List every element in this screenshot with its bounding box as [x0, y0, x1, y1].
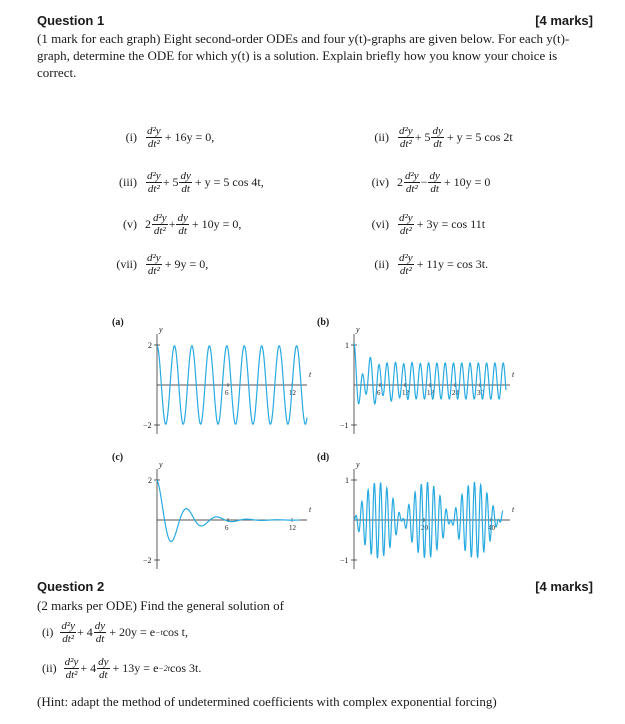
- term: + 4: [77, 625, 93, 639]
- q2-equation-1: [42, 620, 188, 645]
- t-tick-label: 6: [225, 389, 229, 397]
- exponent: −2t: [158, 664, 171, 673]
- equation-label: (vii): [116, 257, 137, 271]
- term: + y = 5 cos 2t: [446, 130, 513, 144]
- equation-label: (iv): [371, 175, 389, 189]
- equation-label: (ii): [374, 130, 389, 144]
- term: + 16y = 0,: [164, 130, 215, 144]
- term: + 10y = 0,: [191, 217, 242, 231]
- term: + 10y = 0: [443, 175, 491, 189]
- exponent: −t: [155, 628, 163, 637]
- equation-label: (iii): [119, 175, 137, 189]
- q1-equation: [103, 125, 214, 150]
- term: cos t,: [162, 625, 189, 639]
- graph-label: (d): [317, 452, 330, 463]
- q2-eq2-label: (ii): [42, 661, 57, 675]
- graph-label: (c): [112, 452, 124, 463]
- t-axis-label: t: [512, 370, 515, 379]
- y-tick-label: −1: [340, 421, 349, 430]
- y-tick-label: 1: [345, 476, 349, 485]
- t-tick-label: 6: [377, 389, 381, 397]
- term: + 13y = e: [112, 661, 159, 675]
- y-tick-label: −1: [340, 556, 349, 565]
- y-axis-label: y: [159, 325, 163, 334]
- second-derivative: $\frac{\text{d²y}}{\text{dt²}}$: [147, 125, 161, 150]
- q2-eq1-label: (i): [42, 625, 54, 639]
- hint-text: (Hint: adapt the method of undetermined coefficients with complex exponential forcing): [37, 694, 497, 709]
- t-axis-label: t: [512, 505, 515, 514]
- t-tick-label: 12: [289, 524, 296, 532]
- term: cos 3t.: [170, 661, 202, 675]
- second-derivative: $\frac{\text{d²y}}{\text{dt²}}$: [405, 170, 419, 195]
- y-tick-label: 1: [345, 341, 349, 350]
- first-derivative: $\frac{dy}{dt}$: [98, 656, 109, 681]
- q1-equation: [103, 212, 241, 237]
- first-derivative: $\frac{dy}{dt}$: [432, 125, 443, 150]
- term: + 4: [80, 661, 97, 675]
- t-tick-label: 6: [225, 524, 229, 532]
- question-2-title: Question 2: [37, 579, 105, 594]
- t-axis-label: t: [309, 505, 312, 514]
- first-derivative: $\frac{dy}{dt}$: [429, 170, 440, 195]
- second-derivative: $\frac{\text{d²y}}{\text{dt²}}$: [399, 252, 413, 277]
- equation-label: (i): [125, 130, 137, 144]
- t-tick-label: 24: [452, 389, 459, 397]
- t-tick-label: 30: [477, 389, 484, 397]
- second-derivative: $\frac{\text{d²y}}{\text{dt²}}$: [399, 125, 413, 150]
- question-2-marks: [4 marks]: [535, 579, 593, 594]
- equation-label: (vi): [371, 217, 389, 231]
- y-tick-label: 2: [148, 476, 152, 485]
- term: + 5: [414, 130, 431, 144]
- graph-label: (b): [317, 317, 330, 328]
- term: + y = 5 cos 4t,: [194, 175, 264, 189]
- coefficient: 2: [145, 217, 151, 231]
- first-derivative: $\frac{dy}{dt}$: [177, 212, 188, 237]
- t-axis-label: t: [309, 370, 312, 379]
- term: + 5: [162, 175, 179, 189]
- q1-equation: [355, 212, 485, 237]
- t-tick-label: 18: [427, 389, 434, 397]
- graphs-panel: [95, 312, 535, 582]
- coefficient: 2: [397, 175, 403, 189]
- t-tick-label: 12: [289, 389, 296, 397]
- t-tick-label: 20: [421, 524, 428, 532]
- second-derivative: $\frac{\text{d²y}}{\text{dt²}}$: [153, 212, 167, 237]
- term: + 9y = 0,: [164, 257, 209, 271]
- question-1-marks: [4 marks]: [535, 13, 593, 28]
- second-derivative: $\frac{\text{d²y}}{\text{dt²}}$: [64, 656, 79, 681]
- term: + 20y = e: [109, 625, 156, 639]
- q2-equation-2: [42, 656, 201, 681]
- first-derivative: $\frac{dy}{dt}$: [180, 170, 191, 195]
- equation-label: (v): [123, 217, 137, 231]
- y-axis-label: y: [356, 325, 360, 334]
- question-1-intro: (1 mark for each graph) Eight second-order ODEs and four y(t)-graphs are given below. For each y(t)-graph, determine the ODE for which y(t) is a solution. Explain briefly how you know your choice is correct.: [37, 31, 570, 80]
- y-axis-label: y: [356, 460, 360, 469]
- y-tick-label: −2: [143, 421, 152, 430]
- y-axis-label: y: [159, 460, 163, 469]
- term: + 3y = cos 11t: [416, 217, 486, 231]
- t-tick-label: 12: [402, 389, 409, 397]
- second-derivative: $\frac{\text{d²y}}{\text{dt²}}$: [399, 212, 413, 237]
- term: + 11y = cos 3t.: [416, 257, 489, 271]
- question-1-title: Question 1: [37, 13, 105, 28]
- second-derivative: $\frac{\text{d²y}}{\text{dt²}}$: [61, 620, 76, 645]
- second-derivative: $\frac{\text{d²y}}{\text{dt²}}$: [147, 170, 161, 195]
- y-tick-label: 2: [148, 341, 152, 350]
- q1-equation: [355, 170, 490, 195]
- y-tick-label: −2: [143, 556, 152, 565]
- q1-equation: [355, 125, 513, 150]
- term: +: [168, 217, 176, 231]
- graph-label: (a): [112, 317, 124, 328]
- q1-equation: [103, 252, 208, 277]
- t-tick-label: 40: [488, 524, 495, 532]
- q1-equation: [103, 170, 264, 195]
- equation-label: (ii): [374, 257, 389, 271]
- term: −: [420, 175, 428, 189]
- q1-equation: [355, 252, 488, 277]
- first-derivative: $\frac{dy}{dt}$: [94, 620, 106, 645]
- solution-curve: [157, 480, 300, 541]
- second-derivative: $\frac{\text{d²y}}{\text{dt²}}$: [147, 252, 161, 277]
- question-2-intro: (2 marks per ODE) Find the general solution of: [37, 598, 284, 613]
